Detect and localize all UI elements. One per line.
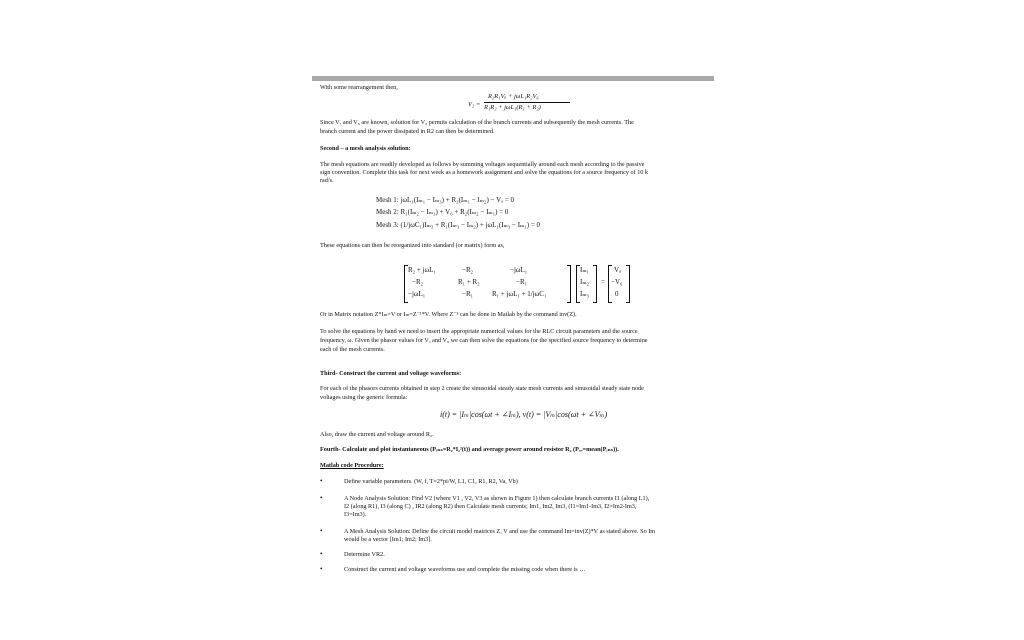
- bullet-4-line1: Determine VR2.: [344, 551, 385, 558]
- para4-text: Or in Matrix notation Z*Iₘ=V or Iₘ=Z⁻¹*V. Where Z⁻¹ can be done in Matlab by the command inv(Z).: [320, 311, 577, 318]
- eq1-lhs: V₂ =: [468, 101, 481, 108]
- document-page: [312, 76, 714, 576]
- bullet-2-line1: A Node Analysis Solution: Find V2 (where V1 , V2, V3 as shown in Figure 1) then calculate branch currents I1 (along L1),: [344, 495, 650, 502]
- z-r1c3: −jωL₁: [510, 266, 528, 274]
- bullet-2-line3: I3=Im3).: [344, 511, 367, 518]
- para7-text: Also, draw the current and voltage around R₂.: [320, 431, 434, 438]
- bullet-5-symbol: •: [320, 565, 323, 573]
- z-r2c1: −R₂: [412, 278, 424, 286]
- matrix-equals: =: [601, 278, 605, 286]
- mesh1-equation: Mesh 1: jωL₁(Iₘ₁ − Iₘ₃) + R₂(Iₘ₁ − Iₘ₂) − Vₐ = 0: [376, 196, 515, 204]
- z-r1c2: −R₂: [462, 266, 474, 274]
- x-bracket-right: [593, 265, 597, 303]
- bullet-4-symbol: •: [320, 550, 323, 558]
- para1-line2: branch current and the power dissipated in R2 can then be determined.: [320, 128, 495, 135]
- x-r3: Iₘ₃: [580, 290, 590, 298]
- generic-formula: i(t) = |Iₘ|cos(ωt + ∠Iₘ), v(t) = |Vₘ|cos(ωt + ∠Vₘ): [440, 410, 608, 419]
- v-r3: 0: [615, 290, 619, 298]
- x-r1: Iₘ₁: [580, 266, 590, 274]
- heading-third: Third- Construct the current and voltage waveforms:: [320, 370, 462, 377]
- z-r3c2: −R₁: [462, 290, 474, 298]
- bullet-2-line2: I2 (along R1), I3 (along C) , IR2 (along R2) then Calculate mesh currents; Im1, Im2, Im3, (I1=Im1-Im3, I2=Im2-Im3,: [344, 503, 637, 510]
- para2-line3: rad/s.: [320, 177, 334, 184]
- z-bracket-right: [567, 265, 571, 303]
- heading-fourth: Fourth- Calculate and plot instantaneous (Pᵢₙₛ=R₂*I₂²(t)) and average power around resistor R₂ (Pₐᵥ=mean(Pᵢₙₛ)).: [320, 446, 619, 453]
- heading-matlab: Matlab code Procedure:: [320, 462, 384, 469]
- bullet-3-line1: A Mesh Analysis Solution: Define the circuit model matrices Z, V and use the command Im=inv(Z)*V as stated above. So Im: [344, 528, 656, 535]
- mesh3-equation: Mesh 3: (1/jωC₁)Iₘ₃ + R₁(Iₘ₃ − Iₘ₂) + jωL₁(Iₘ₃ − Iₘ₁) = 0: [376, 221, 541, 229]
- page-top-rule: [312, 76, 714, 81]
- bullet-3-symbol: •: [320, 527, 323, 535]
- bullet-2-symbol: •: [320, 494, 323, 502]
- para5-line2: frequency, ω. Given the phasor values for Vₐ and V₆ we can then solve the equations for the specified source frequency to determine: [320, 337, 648, 344]
- z-r3c3: R₁ + jωL₁ + 1/jωC₁: [492, 290, 547, 298]
- para2-line2: sign convention. Complete this task for next week as a homework assignment and solve the equations for a source frequency of 10 k: [320, 169, 649, 176]
- bullet-3-line2: would be a vector [Im1; Im2; Im3].: [344, 536, 432, 543]
- mesh2-equation: Mesh 2: R₁(Iₘ₂ − Iₘ₃) + V₆ + R₂(Iₘ₂ − Iₘ₁) = 0: [376, 208, 509, 216]
- intro-text: With some rearrangement then,: [320, 84, 398, 91]
- para2-line1: The mesh equations are readily developed as follows by summing voltages sequentially around each mesh according to the passive: [320, 161, 645, 168]
- eq1-denominator: R₁R₂ + jωL₁(R₁ + R₂): [484, 104, 541, 111]
- para1-line1: Since Vₐ and V₆ are known, solution for V₂ permits calculation of the branch currents and subsequently the mesh currents. The: [320, 119, 634, 126]
- bullet-1-symbol: •: [320, 477, 323, 485]
- v-bracket-right: [626, 265, 630, 303]
- x-r2: Iₘ₂: [580, 278, 590, 286]
- eq1-fraction-bar: [484, 102, 570, 103]
- bullet-5-line1: Construct the current and voltage waveforms use and complete the missing code when there is …: [344, 566, 586, 573]
- para5-line3: each of the mesh currents.: [320, 346, 385, 353]
- para6-line2: voltages using the generic formula:: [320, 394, 408, 401]
- para5-line1: To solve the equations by hand we need to insert the appropriate numerical values for the RLC circuit parameters and the source: [320, 328, 638, 335]
- eq1-numerator: R₂R₁Vₐ + jωL₁R₂V₆: [488, 93, 539, 100]
- para3-text: These equations can then be reorganized into standard (or matrix) form as,: [320, 242, 505, 249]
- z-r1c1: R₂ + jωL₁: [408, 266, 436, 274]
- heading-second: Second – a mesh analysis solution:: [320, 145, 411, 152]
- z-r3c1: −jωL₁: [408, 290, 426, 298]
- v-r1: Vₐ: [614, 266, 621, 274]
- bullet-1-line1: Define variable parameters. (W, f, T=2*pi/W, L1, C1, R1, R2, Va, Vb): [344, 478, 518, 485]
- para6-line1: For each of the phasors currents obtained in step 2 create the sinusoidal steady state mesh currents and sinusoidal steady state node: [320, 385, 644, 392]
- v-r2: −V₆: [611, 278, 623, 286]
- z-r2c3: −R₁: [516, 278, 528, 286]
- z-r2c2: R₁ + R₂: [458, 278, 480, 286]
